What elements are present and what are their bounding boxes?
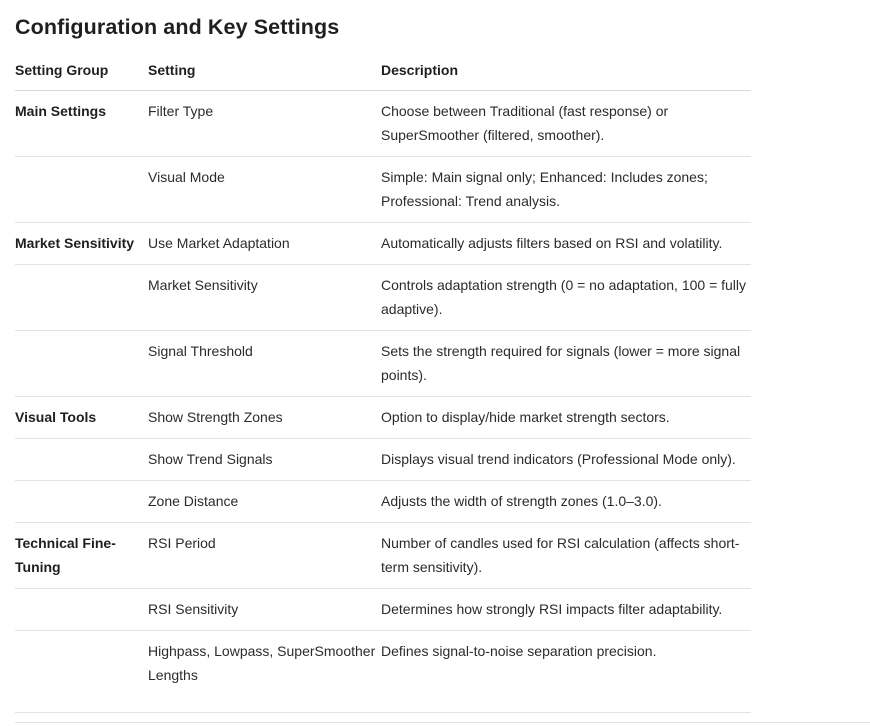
table-row bbox=[15, 439, 751, 481]
table-row bbox=[15, 157, 751, 223]
description-cell: Number of candles used for RSI calculation (affects short-term sensitivity). bbox=[381, 523, 751, 589]
setting-cell: Zone Distance bbox=[148, 481, 381, 523]
description-cell: Defines signal-to-noise separation precision. bbox=[381, 631, 751, 713]
table-row bbox=[15, 481, 751, 523]
table-row bbox=[15, 265, 751, 331]
table-row bbox=[15, 397, 751, 439]
group-cell: Main Settings bbox=[15, 91, 148, 157]
setting-cell: Use Market Adaptation bbox=[148, 223, 381, 265]
page-title: Configuration and Key Settings bbox=[15, 15, 340, 39]
header-description: Description bbox=[381, 58, 751, 91]
setting-cell: Highpass, Lowpass, SuperSmoother Lengths bbox=[148, 631, 381, 713]
setting-cell: Market Sensitivity bbox=[148, 265, 381, 331]
description-cell: Displays visual trend indicators (Professional Mode only). bbox=[381, 439, 751, 481]
setting-cell: Show Strength Zones bbox=[148, 397, 381, 439]
table-body bbox=[15, 91, 751, 713]
description-cell: Choose between Traditional (fast response) or SuperSmoother (filtered, smoother). bbox=[381, 91, 751, 157]
group-cell: Visual Tools bbox=[15, 397, 148, 439]
description-cell: Option to display/hide market strength sectors. bbox=[381, 397, 751, 439]
description-cell: Automatically adjusts filters based on RSI and volatility. bbox=[381, 223, 751, 265]
settings-table bbox=[15, 58, 751, 713]
table-row bbox=[15, 223, 751, 265]
setting-cell: Filter Type bbox=[148, 91, 381, 157]
description-cell: Determines how strongly RSI impacts filter adaptability. bbox=[381, 589, 751, 631]
group-cell bbox=[15, 157, 148, 223]
table-row bbox=[15, 91, 751, 157]
group-cell bbox=[15, 589, 148, 631]
table-row bbox=[15, 523, 751, 589]
group-cell bbox=[15, 631, 148, 713]
group-cell: Technical Fine-Tuning bbox=[15, 523, 148, 589]
setting-cell: RSI Period bbox=[148, 523, 381, 589]
bottom-divider bbox=[15, 722, 870, 723]
table-row bbox=[15, 631, 751, 713]
group-cell bbox=[15, 331, 148, 397]
header-setting-group: Setting Group bbox=[15, 58, 148, 91]
setting-cell: RSI Sensitivity bbox=[148, 589, 381, 631]
table-header bbox=[15, 58, 751, 91]
setting-cell: Signal Threshold bbox=[148, 331, 381, 397]
description-cell: Simple: Main signal only; Enhanced: Includes zones; Professional: Trend analysis. bbox=[381, 157, 751, 223]
description-cell: Controls adaptation strength (0 = no adaptation, 100 = fully adaptive). bbox=[381, 265, 751, 331]
group-cell: Market Sensitivity bbox=[15, 223, 148, 265]
description-cell: Sets the strength required for signals (lower = more signal points). bbox=[381, 331, 751, 397]
group-cell bbox=[15, 265, 148, 331]
table-row bbox=[15, 331, 751, 397]
setting-cell: Visual Mode bbox=[148, 157, 381, 223]
header-setting: Setting bbox=[148, 58, 381, 91]
header-row bbox=[15, 58, 751, 91]
group-cell bbox=[15, 481, 148, 523]
table-row bbox=[15, 589, 751, 631]
description-cell: Adjusts the width of strength zones (1.0–3.0). bbox=[381, 481, 751, 523]
setting-cell: Show Trend Signals bbox=[148, 439, 381, 481]
document-body bbox=[15, 0, 751, 713]
group-cell bbox=[15, 439, 148, 481]
